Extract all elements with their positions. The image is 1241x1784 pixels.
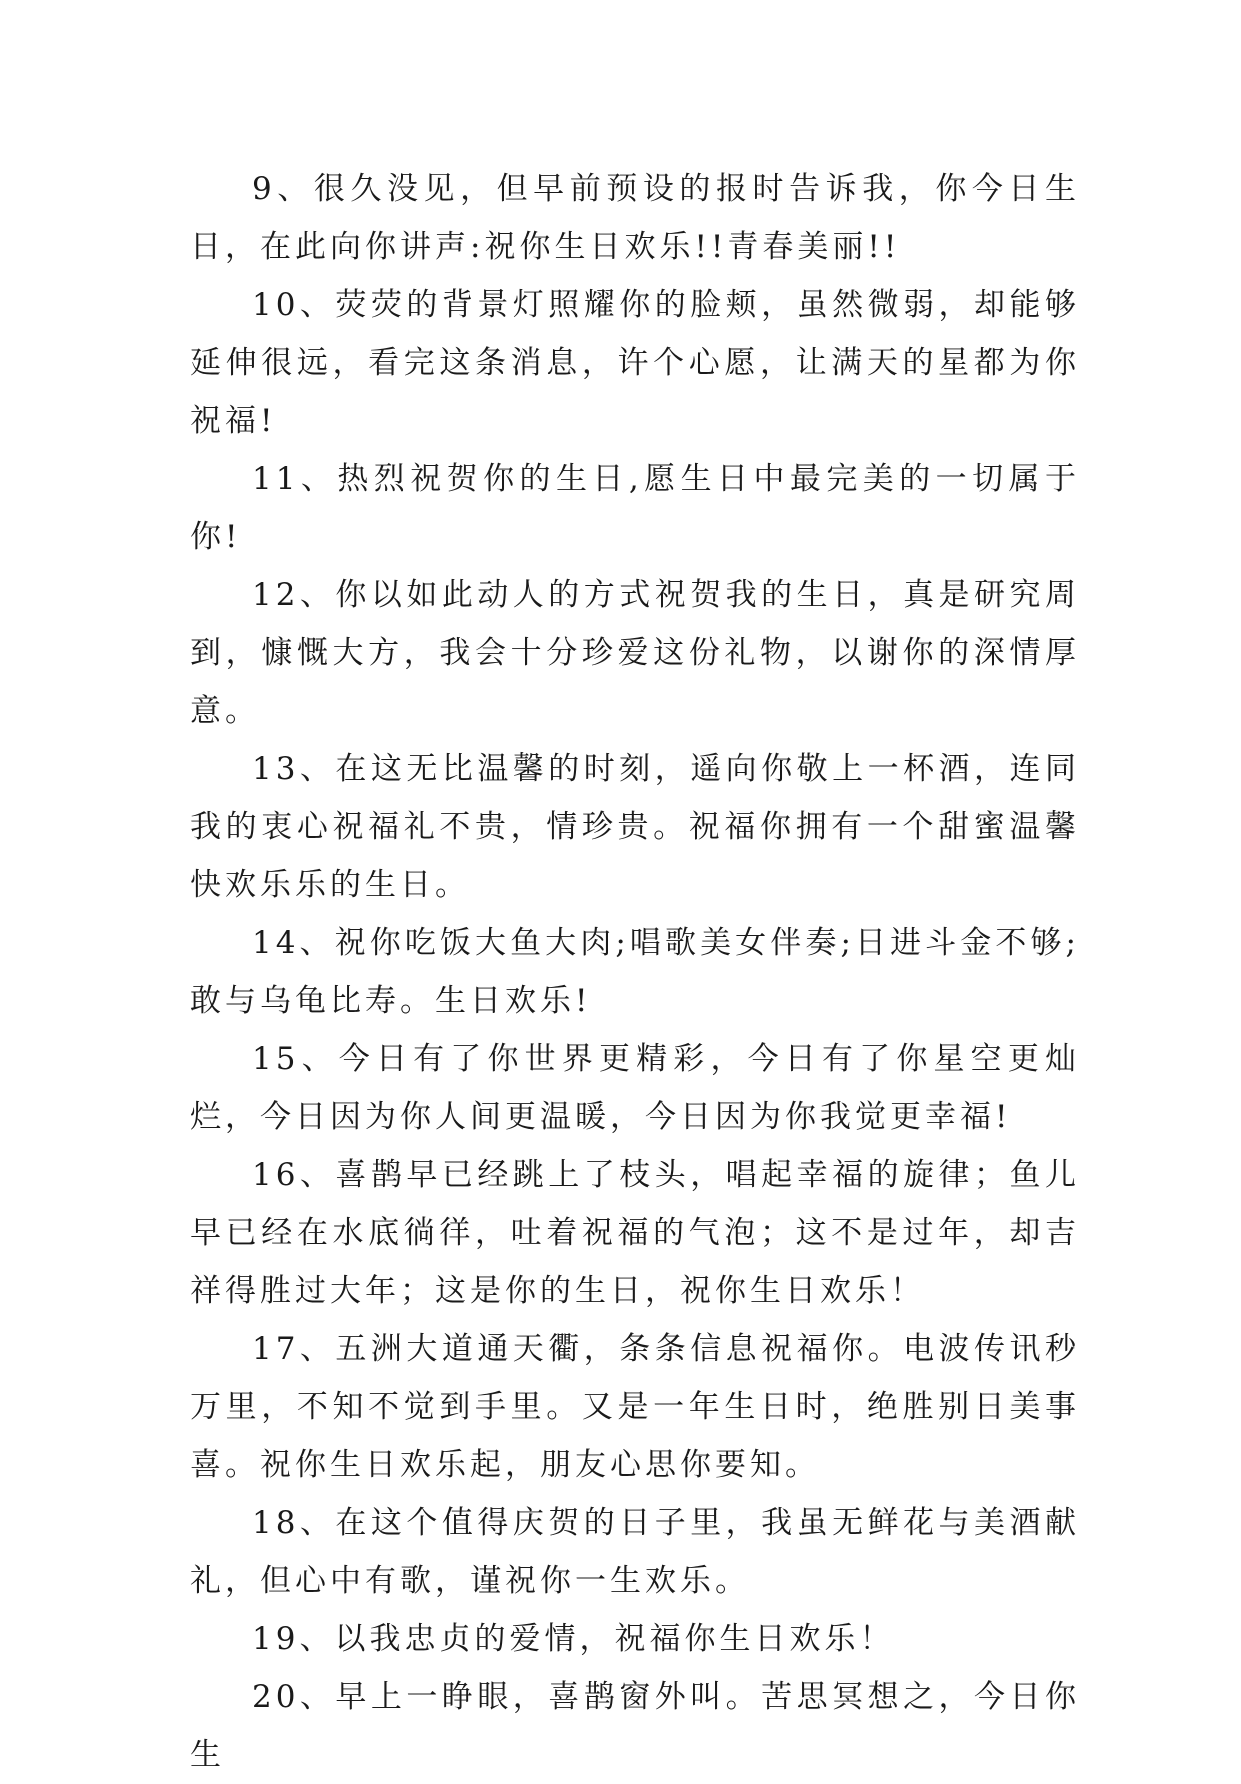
paragraph-14: 14、祝你吃饭大鱼大肉;唱歌美女伴奏;日进斗金不够;敢与乌龟比寿。生日欢乐! [190, 925, 1080, 1019]
paragraph-20: 20、早上一睁眼，喜鹊窗外叫。苦思冥想之，今日你生 [190, 1679, 1080, 1773]
document-body [190, 160, 1080, 1784]
paragraph-17: 17、五洲大道通天衢，条条信息祝福你。电波传讯秒万里，不知不觉到手里。又是一年生日时，绝胜别日美事喜。祝你生日欢乐起，朋友心思你要知。 [190, 1331, 1080, 1483]
paragraph-10: 10、荧荧的背景灯照耀你的脸颊，虽然微弱，却能够延伸很远，看完这条消息，许个心愿，让满天的星都为你祝福! [190, 287, 1080, 439]
paragraph-16: 16、喜鹊早已经跳上了枝头，唱起幸福的旋律；鱼儿早已经在水底徜徉，吐着祝福的气泡；这不是过年，却吉祥得胜过大年；这是你的生日，祝你生日欢乐！ [190, 1157, 1080, 1309]
paragraph-9: 9、很久没见，但早前预设的报时告诉我，你今日生日，在此向你讲声:祝你生日欢乐!!青春美丽!! [190, 171, 1080, 265]
paragraph-15: 15、今日有了你世界更精彩，今日有了你星空更灿烂，今日因为你人间更温暖，今日因为你我觉更幸福! [190, 1041, 1080, 1135]
paragraph-13: 13、在这无比温馨的时刻，遥向你敬上一杯酒，连同我的衷心祝福礼不贵，情珍贵。祝福你拥有一个甜蜜温馨快欢乐乐的生日。 [190, 751, 1080, 903]
paragraph-11: 11、热烈祝贺你的生日,愿生日中最完美的一切属于你! [190, 461, 1080, 555]
paragraph-12: 12、你以如此动人的方式祝贺我的生日，真是研究周到，慷慨大方，我会十分珍爱这份礼物，以谢你的深情厚意。 [190, 577, 1080, 729]
paragraph-18: 18、在这个值得庆贺的日子里，我虽无鲜花与美酒献礼，但心中有歌，谨祝你一生欢乐。 [190, 1505, 1080, 1599]
paragraph-19: 19、以我忠贞的爱情，祝福你生日欢乐！ [252, 1621, 895, 1657]
